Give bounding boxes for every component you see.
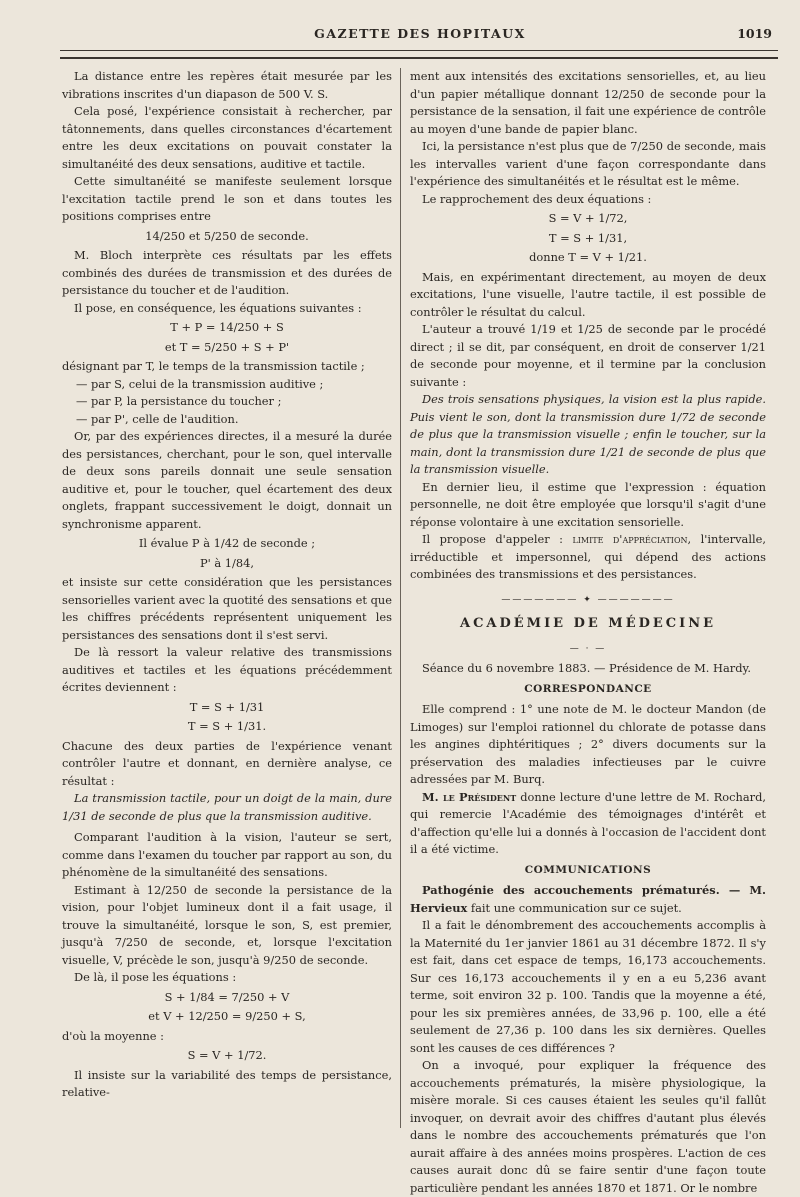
text: fait une communication sur ce sujet. bbox=[467, 900, 682, 915]
equation: donne T = V + 1/21. bbox=[529, 250, 647, 264]
paragraph: La distance entre les repères était mesurée par les vibrations inscrites d'un diapason de 500 V. S. bbox=[62, 69, 392, 101]
paragraph: Chacune des deux parties de l'expérience venant contrôler l'autre et donnant, en dernière analyse, ce résultat : bbox=[62, 738, 392, 788]
paragraph: Or, par des expériences directes, il a mesuré la durée des persistances, cherchant, pour le son, quel intervalle de deux sons pareils donnait une seule sensation auditive et, pour le toucher, quel écartement des deux onglets, frappant successivement le doigt, donnait un synchronisme apparent. bbox=[62, 429, 392, 531]
paragraph: L'auteur a trouvé 1/19 et 1/25 de seconde par le procédé direct ; il se dit, par conséquent, en droit de conserver 1/21 de seconde pour moyenne, et il termine par la conclusion suivante : bbox=[410, 322, 766, 389]
equation: 14/250 et 5/250 de seconde. bbox=[145, 228, 309, 243]
small-caps-term: limite d'appréciation bbox=[572, 532, 688, 546]
equation: S = V + 1/72, bbox=[548, 211, 628, 225]
section-heading: ACADÉMIE DE MÉDECINE bbox=[459, 616, 716, 631]
paragraph: Il a fait le dénombrement des accouchements accomplis à la Maternité du 1er janvier 1861 au 31 décembre 1872. Il s'y est fait, dans cet espace de temps, 16,173 accouchements. Sur ces 16,173 accouchements il y en a eu 5,236 avant terme, soit environ 32 p. 100. Tandis que la moyenne a été, pour les six premières années, de 33,96 p. 100, elle a été seulement de 27,36 p. 100 dans les six dernières. Quelles sont les causes de ces différences ? bbox=[410, 918, 766, 1055]
speaker: M. le Président bbox=[422, 789, 517, 804]
column-divider bbox=[400, 68, 401, 1128]
paragraph bbox=[410, 789, 766, 859]
journal-title: GAZETTE DES HOPITAUX bbox=[314, 26, 526, 41]
equation: Il évalue P à 1/42 de seconde ; bbox=[138, 536, 316, 550]
paragraph: Elle comprend : 1° une note de M. le docteur Mandon (de Limoges) sur l'emploi rationnel du chlorate de potasse dans les angines diphtéritiques ; 2° divers documents sur la préservation des maladies infectieuses par le cuivre adressées par M. Burq. bbox=[410, 702, 766, 786]
paragraph: De là ressort la valeur relative des transmissions auditives et tactiles et les équations précédemment écrites deviennent : bbox=[62, 645, 392, 694]
paragraph: Mais, en expérimentant directement, au moyen de deux excitations, l'une visuelle, l'autre tactile, il est possible de contrôler le résultat du calcul. bbox=[410, 269, 766, 319]
paragraph: Cette simultanéité se manifeste seulement lorsque l'excitation tactile prend le son et dans toutes les positions comprises entre bbox=[62, 174, 392, 223]
list-item: — par S, celui de la transmission auditive ; bbox=[76, 376, 324, 391]
paragraph: Il pose, en conséquence, les équations suivantes : bbox=[74, 300, 362, 315]
paragraph: et insiste sur cette considération que les persistances sensorielles varient avec la quotité des sensations et que les chiffres précédents représentent uniquement les persistances des sensations dont il s'est servi. bbox=[62, 575, 392, 642]
equation: T + P = 14/250 + S bbox=[170, 320, 284, 334]
page-header bbox=[60, 26, 780, 46]
list-item: — par P', celle de l'audition. bbox=[76, 411, 239, 426]
paragraph: En dernier lieu, il estime que l'expression : équation personnelle, ne doit être employée que lorsqu'il s'agit d'une réponse volontaire à une excitation sensorielle. bbox=[410, 479, 766, 529]
italic-conclusion: Des trois sensations physiques, la vision est la plus rapide. Puis vient le son, dont la transmission dure 1/72 de seconde de plus que la transmission visuelle ; enfin le toucher, sur la main, dont la transmission dure 1/21 de seconde de plus que la transmission visuelle. bbox=[410, 392, 766, 476]
paragraph: Ici, la persistance n'est plus que de 7/250 de seconde, mais les intervalles varient d'une façon correspondante dans l'expérience des simultanéités et le résultat est le même. bbox=[410, 139, 766, 188]
italic-conclusion: La transmission tactile, pour un doigt de la main, dure 1/31 de seconde de plus que la transmission auditive. bbox=[62, 791, 392, 823]
equation: et T = 5/250 + S + P' bbox=[164, 339, 290, 354]
list-item: — par P, la persistance du toucher ; bbox=[76, 394, 282, 408]
paragraph: Estimant à 12/250 de seconde la persistance de la vision, pour l'objet lumineux dont il a fait usage, il trouve la simultanéité, lorsque le son, S, est premier, jusqu'à 7/250 de seconde, et, lorsque l'excitation visuelle, V, précède le son, jusqu'à 9/250 de seconde. bbox=[62, 882, 392, 967]
equation: T = S + 1/31 bbox=[189, 699, 265, 714]
header-rule-thick bbox=[60, 57, 778, 59]
subsection-heading: COMMUNICATIONS bbox=[524, 863, 652, 876]
paragraph: ment aux intensités des excitations sensorielles, et, au lieu d'un papier métallique donnant 12/250 de seconde pour la persistance de la sensation, il fait une expérience de contrôle au moyen d'une bande de papier blanc. bbox=[410, 69, 766, 136]
paragraph bbox=[410, 531, 766, 584]
ornament-divider: ——————— ✦ ——————— bbox=[501, 594, 675, 605]
paragraph: Il insiste sur la variabilité des temps de persistance, relative- bbox=[62, 1067, 392, 1099]
equation: T = S + 1/31. bbox=[187, 719, 267, 733]
paragraph: Cela posé, l'expérience consistait à rechercher, par tâtonnements, dans quelles circonstances d'écartement entre les deux excitations on pouvait constater la simultanéité des deux sensations, auditive et tactile. bbox=[62, 104, 392, 171]
paragraph: Comparant l'audition à la vision, l'auteur se sert, comme dans l'examen du toucher par rapport au son, du phénomène de la simultanéité des sensations. bbox=[62, 830, 392, 879]
paragraph: M. Bloch interprète ces résultats par les effets combinés des durées de transmission et des durées de persistance du toucher et de l'audition. bbox=[62, 248, 392, 297]
text: Il propose d'appeler : bbox=[422, 532, 573, 546]
text: donne lecture d'une lettre de M. Rochard, qui remercie l'Académie des témoignages d'intérêt et d'affection qu'elle lui a donnés à l'occasion de l'accident dont il a été victime. bbox=[410, 789, 766, 856]
paragraph: désignant par T, le temps de la transmission tactile ; bbox=[62, 359, 365, 373]
equation: S = V + 1/72. bbox=[187, 1048, 267, 1062]
session-line: Séance du 6 novembre 1883. — Présidence de M. Hardy. bbox=[422, 661, 752, 675]
subsection-heading: CORRESPONDANCE bbox=[524, 682, 652, 695]
right-column bbox=[410, 68, 766, 1197]
equation: T = S + 1/31, bbox=[548, 230, 628, 245]
paragraph: On a invoqué, pour expliquer la fréquence des accouchements prématurés, la misère physiologique, la misère morale. Si ces causes étaient les seules qu'il fallût invoquer, on devrait avoir des chiffres d'autant plus élevés dans le nombre des accouchements prématurés que l'on aurait affaire à des années moins prospères. L'action de ces causes aurait donc dû se faire sentir d'une façon toute particulière pendant les années 1870 et 1871. Or le nombre bbox=[410, 1058, 766, 1195]
left-column bbox=[62, 68, 392, 1102]
equation: P' à 1/84, bbox=[199, 555, 255, 570]
header-rule-thin bbox=[60, 50, 778, 51]
paragraph bbox=[410, 882, 766, 917]
article-title: Pathogénie des accouchements prématurés. — M. Hervieux bbox=[410, 883, 766, 915]
text: , l'intervalle, irréductible et impersonnel, qui dépend des actions combinées des transmissions et des persistances. bbox=[410, 532, 766, 581]
paragraph: d'où la moyenne : bbox=[62, 1028, 164, 1043]
page-number: 1019 bbox=[737, 26, 772, 41]
paragraph: De là, il pose les équations : bbox=[74, 970, 237, 984]
equation: et V + 12/250 = 9/250 + S, bbox=[148, 1009, 306, 1023]
ornament-divider: — · — bbox=[569, 643, 607, 654]
paragraph: Le rapprochement des deux équations : bbox=[422, 191, 652, 206]
equation: S + 1/84 = 7/250 + V bbox=[164, 989, 290, 1004]
